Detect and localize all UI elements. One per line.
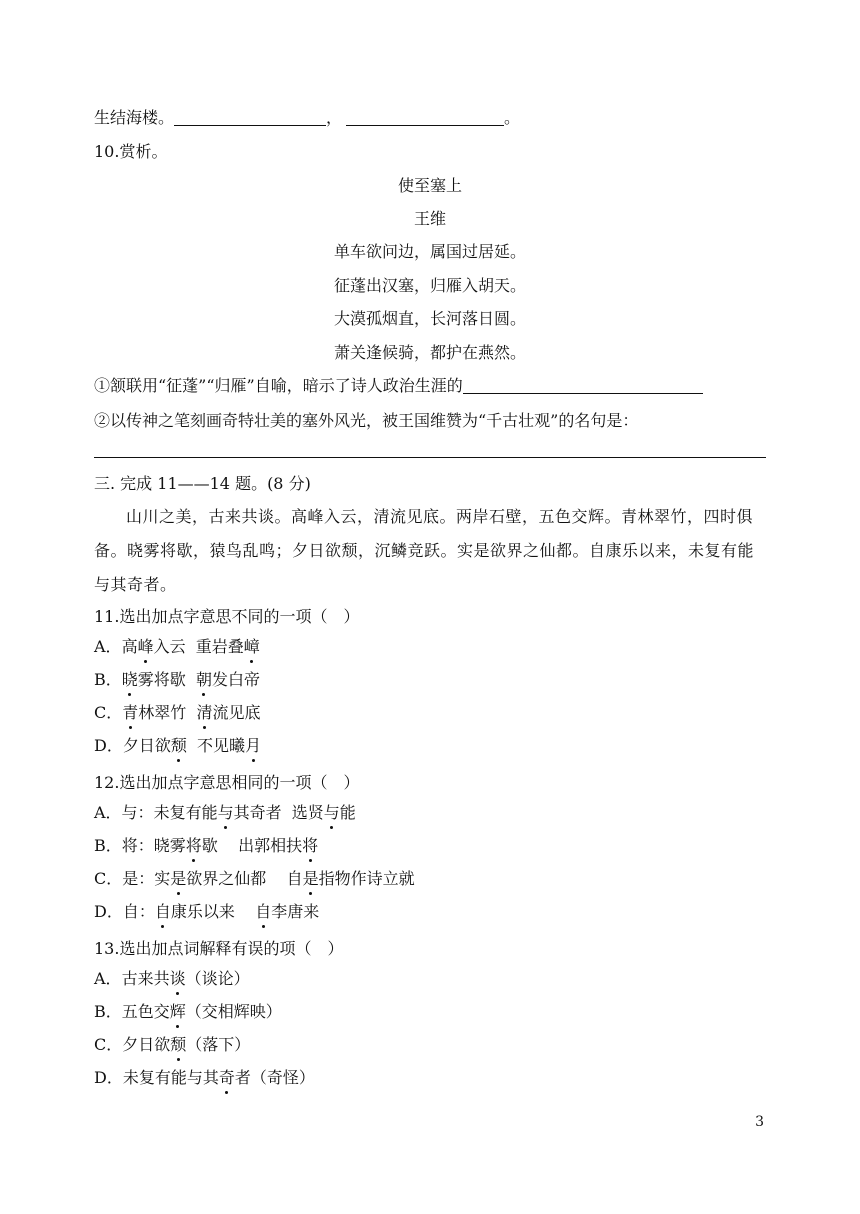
q13-option-a[interactable] [94, 969, 250, 989]
option-text: 歇 出郭相扶 [201, 836, 303, 855]
dotted-char: 将 [302, 836, 319, 855]
q12-stem: 12.选出加点字意思相同的一项（ ） [94, 773, 360, 792]
dotted-char: 清 [196, 703, 213, 722]
option-prefix: B． [94, 670, 122, 689]
option-text: 指物作诗立就 [318, 869, 415, 888]
q13-option-b[interactable] [94, 1002, 282, 1022]
option-text: 夕日欲 [122, 1035, 171, 1054]
option-text: 不见曦 [186, 736, 246, 755]
q9-blank-1[interactable] [174, 109, 326, 126]
dotted-char: 与 [217, 803, 234, 822]
option-text: 高 [121, 637, 138, 656]
dotted-char: 谈 [169, 969, 186, 988]
dotted-char: 青 [122, 703, 139, 722]
q11-option-a[interactable] [94, 637, 260, 657]
page-number: 3 [755, 1114, 764, 1130]
dotted-char: 颓 [170, 1035, 187, 1054]
poem-title: 使至塞上 [397, 176, 462, 195]
option-prefix: C． [94, 1035, 123, 1054]
q12-option-b[interactable] [94, 836, 318, 856]
q13-option-c[interactable] [94, 1035, 250, 1055]
q10-sub1-blank[interactable] [463, 377, 703, 394]
option-prefix: D． [94, 736, 123, 755]
option-text: （落下） [186, 1035, 251, 1054]
poem-line-1: 单车欲问边，属国过居延。 [333, 242, 526, 261]
dotted-char: 朝 [195, 670, 212, 689]
q10-label: 10.赏析。 [94, 142, 168, 161]
dotted-char: 颓 [170, 736, 187, 755]
dotted-char: 奇 [218, 1068, 235, 1087]
option-prefix: B． [94, 1002, 122, 1021]
option-prefix: C．是： [94, 869, 155, 888]
q9-comma: ， [326, 108, 343, 127]
poem-line-4: 萧关逢候骑，都护在燕然。 [333, 343, 526, 362]
option-text: 能 [339, 803, 356, 822]
poem-line-2: 征蓬出汉塞，归雁入胡天。 [333, 276, 526, 295]
option-prefix: B．将： [94, 836, 154, 855]
q11-option-c[interactable] [94, 703, 260, 723]
dotted-char: 是 [170, 869, 187, 888]
q12-option-d[interactable] [94, 902, 319, 922]
q12-option-c[interactable] [94, 869, 415, 889]
option-prefix: A． [94, 969, 122, 988]
dotted-char: 将 [185, 836, 202, 855]
section3-heading: 三. 完成 11——14 题。(8 分) [94, 474, 311, 493]
q12-option-a[interactable] [94, 803, 356, 823]
option-text: 者（奇怪） [234, 1068, 315, 1087]
option-text: 夕日欲 [122, 736, 171, 755]
dotted-char: 嶂 [243, 637, 260, 656]
q11-option-d[interactable] [94, 736, 261, 756]
option-text: 五色交 [121, 1002, 170, 1021]
option-text: 林翠竹 [138, 703, 197, 722]
dotted-char: 是 [302, 869, 319, 888]
option-text: 未复有能与其 [122, 1068, 219, 1087]
poem-line-3: 大漠孤烟直，长河落日圆。 [333, 309, 526, 328]
option-text: 康乐以来 [170, 902, 256, 921]
q9-end: 。 [504, 108, 521, 127]
section3-passage: 山川之美，古来共谈。高峰入云，清流见底。两岸石壁，五色交辉。青林翠竹，四时俱备。晓雾将歇，猿鸟乱鸣；夕日欲颓，沉鳞竞跃。实是欲界之仙都。自康乐以来，未复有能与其奇者。 [94, 507, 755, 594]
q9-answer-line [94, 108, 520, 128]
option-text: 其奇者 选贤 [233, 803, 324, 822]
poem-author: 王维 [413, 209, 446, 228]
q11-stem: 11.选出加点字意思不同的一项（ ） [94, 607, 360, 626]
option-text: 未复有能 [153, 803, 218, 822]
q13-stem: 13.选出加点词解释有误的项（ ） [94, 939, 344, 958]
q10-sub2: ②以传神之笔刻画奇特壮美的塞外风光，被王国维赞为“千古壮观”的名句是： [94, 411, 639, 430]
dotted-char: 晓 [121, 670, 138, 689]
q9-blank-2[interactable] [346, 109, 504, 126]
option-text: 流见底 [212, 703, 261, 722]
q13-option-d[interactable] [94, 1068, 315, 1088]
dotted-char: 与 [323, 803, 340, 822]
dotted-char: 峰 [137, 637, 154, 656]
option-prefix: D． [94, 1068, 123, 1087]
option-prefix: A． [94, 637, 122, 656]
q9-tail-text: 生结海楼。 [94, 108, 175, 127]
q10-sub2-answer-line[interactable] [94, 457, 766, 458]
dotted-char: 自 [255, 902, 272, 921]
option-text: 发白帝 [211, 670, 260, 689]
option-text: 实 [154, 869, 171, 888]
option-prefix: D．自： [94, 902, 155, 921]
option-text: （谈论） [185, 969, 250, 988]
option-text: 入云 重岩叠 [153, 637, 244, 656]
q10-sub1 [94, 376, 703, 396]
dotted-char: 辉 [169, 1002, 186, 1021]
option-text: （交相辉映） [185, 1002, 282, 1021]
option-text: 古来共 [121, 969, 170, 988]
option-text: 雾将歇 [137, 670, 196, 689]
option-prefix: A．与： [94, 803, 154, 822]
option-text: 李唐来 [271, 902, 320, 921]
option-text: 晓雾 [153, 836, 186, 855]
dotted-char: 自 [154, 902, 171, 921]
q10-sub1-text: ①颔联用“征蓬”“归雁”自喻，暗示了诗人政治生涯的 [94, 376, 463, 395]
q11-option-b[interactable] [94, 670, 260, 690]
dotted-char: 月 [245, 736, 262, 755]
option-prefix: C． [94, 703, 123, 722]
option-text: 欲界之仙都 自 [186, 869, 303, 888]
